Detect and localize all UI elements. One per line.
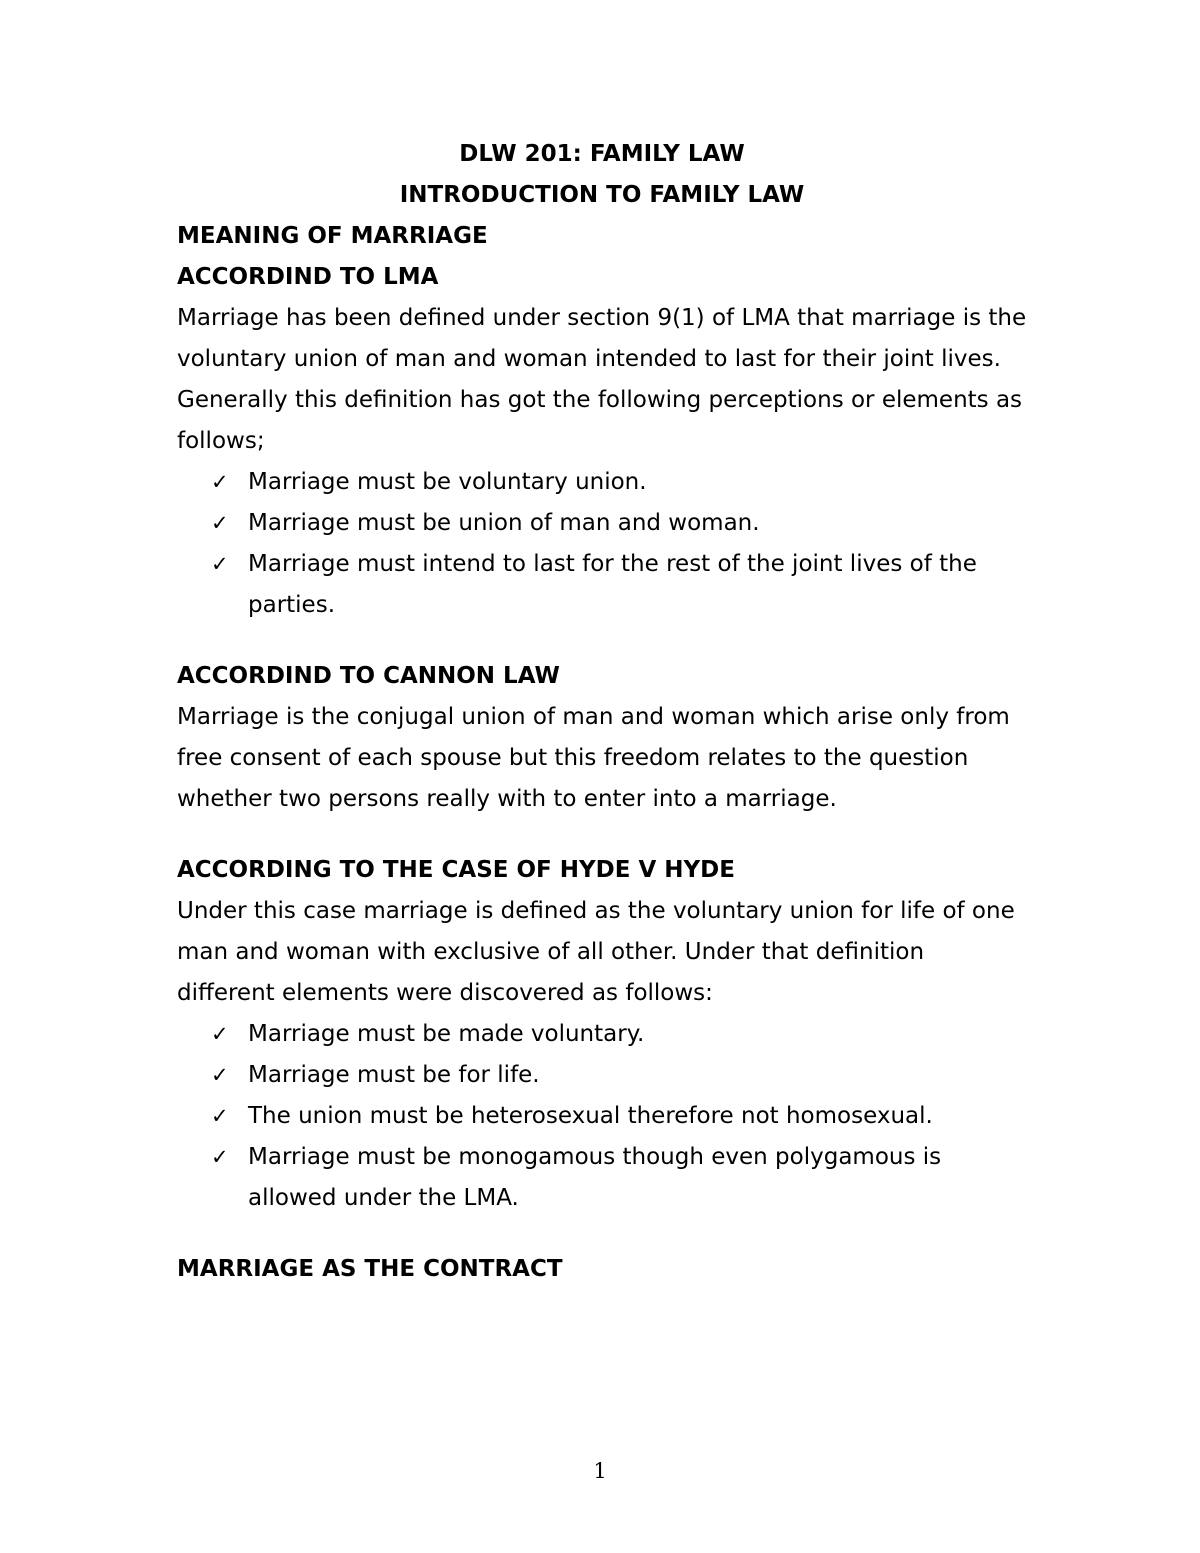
check-icon: ✓ [211, 511, 229, 535]
hyde-elements-list [177, 1014, 1027, 1219]
check-icon: ✓ [211, 552, 229, 576]
subheading-marriage-contract: MARRIAGE AS THE CONTRACT [177, 1256, 563, 1282]
document-subtitle: INTRODUCTION TO FAMILY LAW [399, 182, 805, 208]
paragraph-hyde-v-hyde: Under this case marriage is defined as the voluntary union for life of one man and woman with exclusive of all other. Under that definition different elements were discovered as follows: [177, 898, 1015, 1006]
spacer [177, 1219, 1027, 1249]
list-item [177, 1014, 1027, 1055]
subheading-hyde-v-hyde: ACCORDING TO THE CASE OF HYDE V HYDE [177, 857, 735, 883]
list-item-text: Marriage must be union of man and woman. [248, 510, 760, 536]
list-item-text: Marriage must be for life. [248, 1062, 540, 1088]
list-item-text: Marriage must be monogamous though even polygamous is allowed under the LMA. [248, 1144, 942, 1211]
document-title: DLW 201: FAMILY LAW [459, 141, 745, 167]
check-icon: ✓ [211, 1104, 229, 1128]
list-item [177, 1096, 1027, 1137]
check-icon: ✓ [211, 1145, 229, 1169]
check-icon: ✓ [211, 1022, 229, 1046]
spacer [177, 626, 1027, 656]
page-number: 1 [593, 1459, 607, 1483]
list-item [177, 503, 1027, 544]
paragraph-cannon-law: Marriage is the conjugal union of man and woman which arise only from free consent of each spouse but this freedom relates to the question whether two persons really with to enter into a marriage. [177, 704, 1010, 812]
list-item [177, 1137, 1027, 1219]
section-heading-meaning: MEANING OF MARRIAGE [177, 223, 488, 249]
subheading-lma: ACCORDIND TO LMA [177, 264, 439, 290]
check-icon: ✓ [211, 470, 229, 494]
subheading-cannon-law: ACCORDIND TO CANNON LAW [177, 663, 560, 689]
list-item-text: Marriage must intend to last for the rest of the joint lives of the parties. [248, 551, 977, 618]
list-item [177, 1055, 1027, 1096]
document-body [177, 134, 1027, 1290]
list-item-text: The union must be heterosexual therefore not homosexual. [248, 1103, 933, 1129]
lma-elements-list [177, 462, 1027, 626]
check-icon: ✓ [211, 1063, 229, 1087]
paragraph-lma: Marriage has been defined under section 9(1) of LMA that marriage is the voluntary union of man and woman intended to last for their joint lives. Generally this definition has got the following perceptions or elements as follows; [177, 305, 1027, 454]
list-item [177, 544, 1027, 626]
list-item-text: Marriage must be voluntary union. [248, 469, 647, 495]
spacer [177, 820, 1027, 850]
list-item [177, 462, 1027, 503]
list-item-text: Marriage must be made voluntary. [248, 1021, 645, 1047]
